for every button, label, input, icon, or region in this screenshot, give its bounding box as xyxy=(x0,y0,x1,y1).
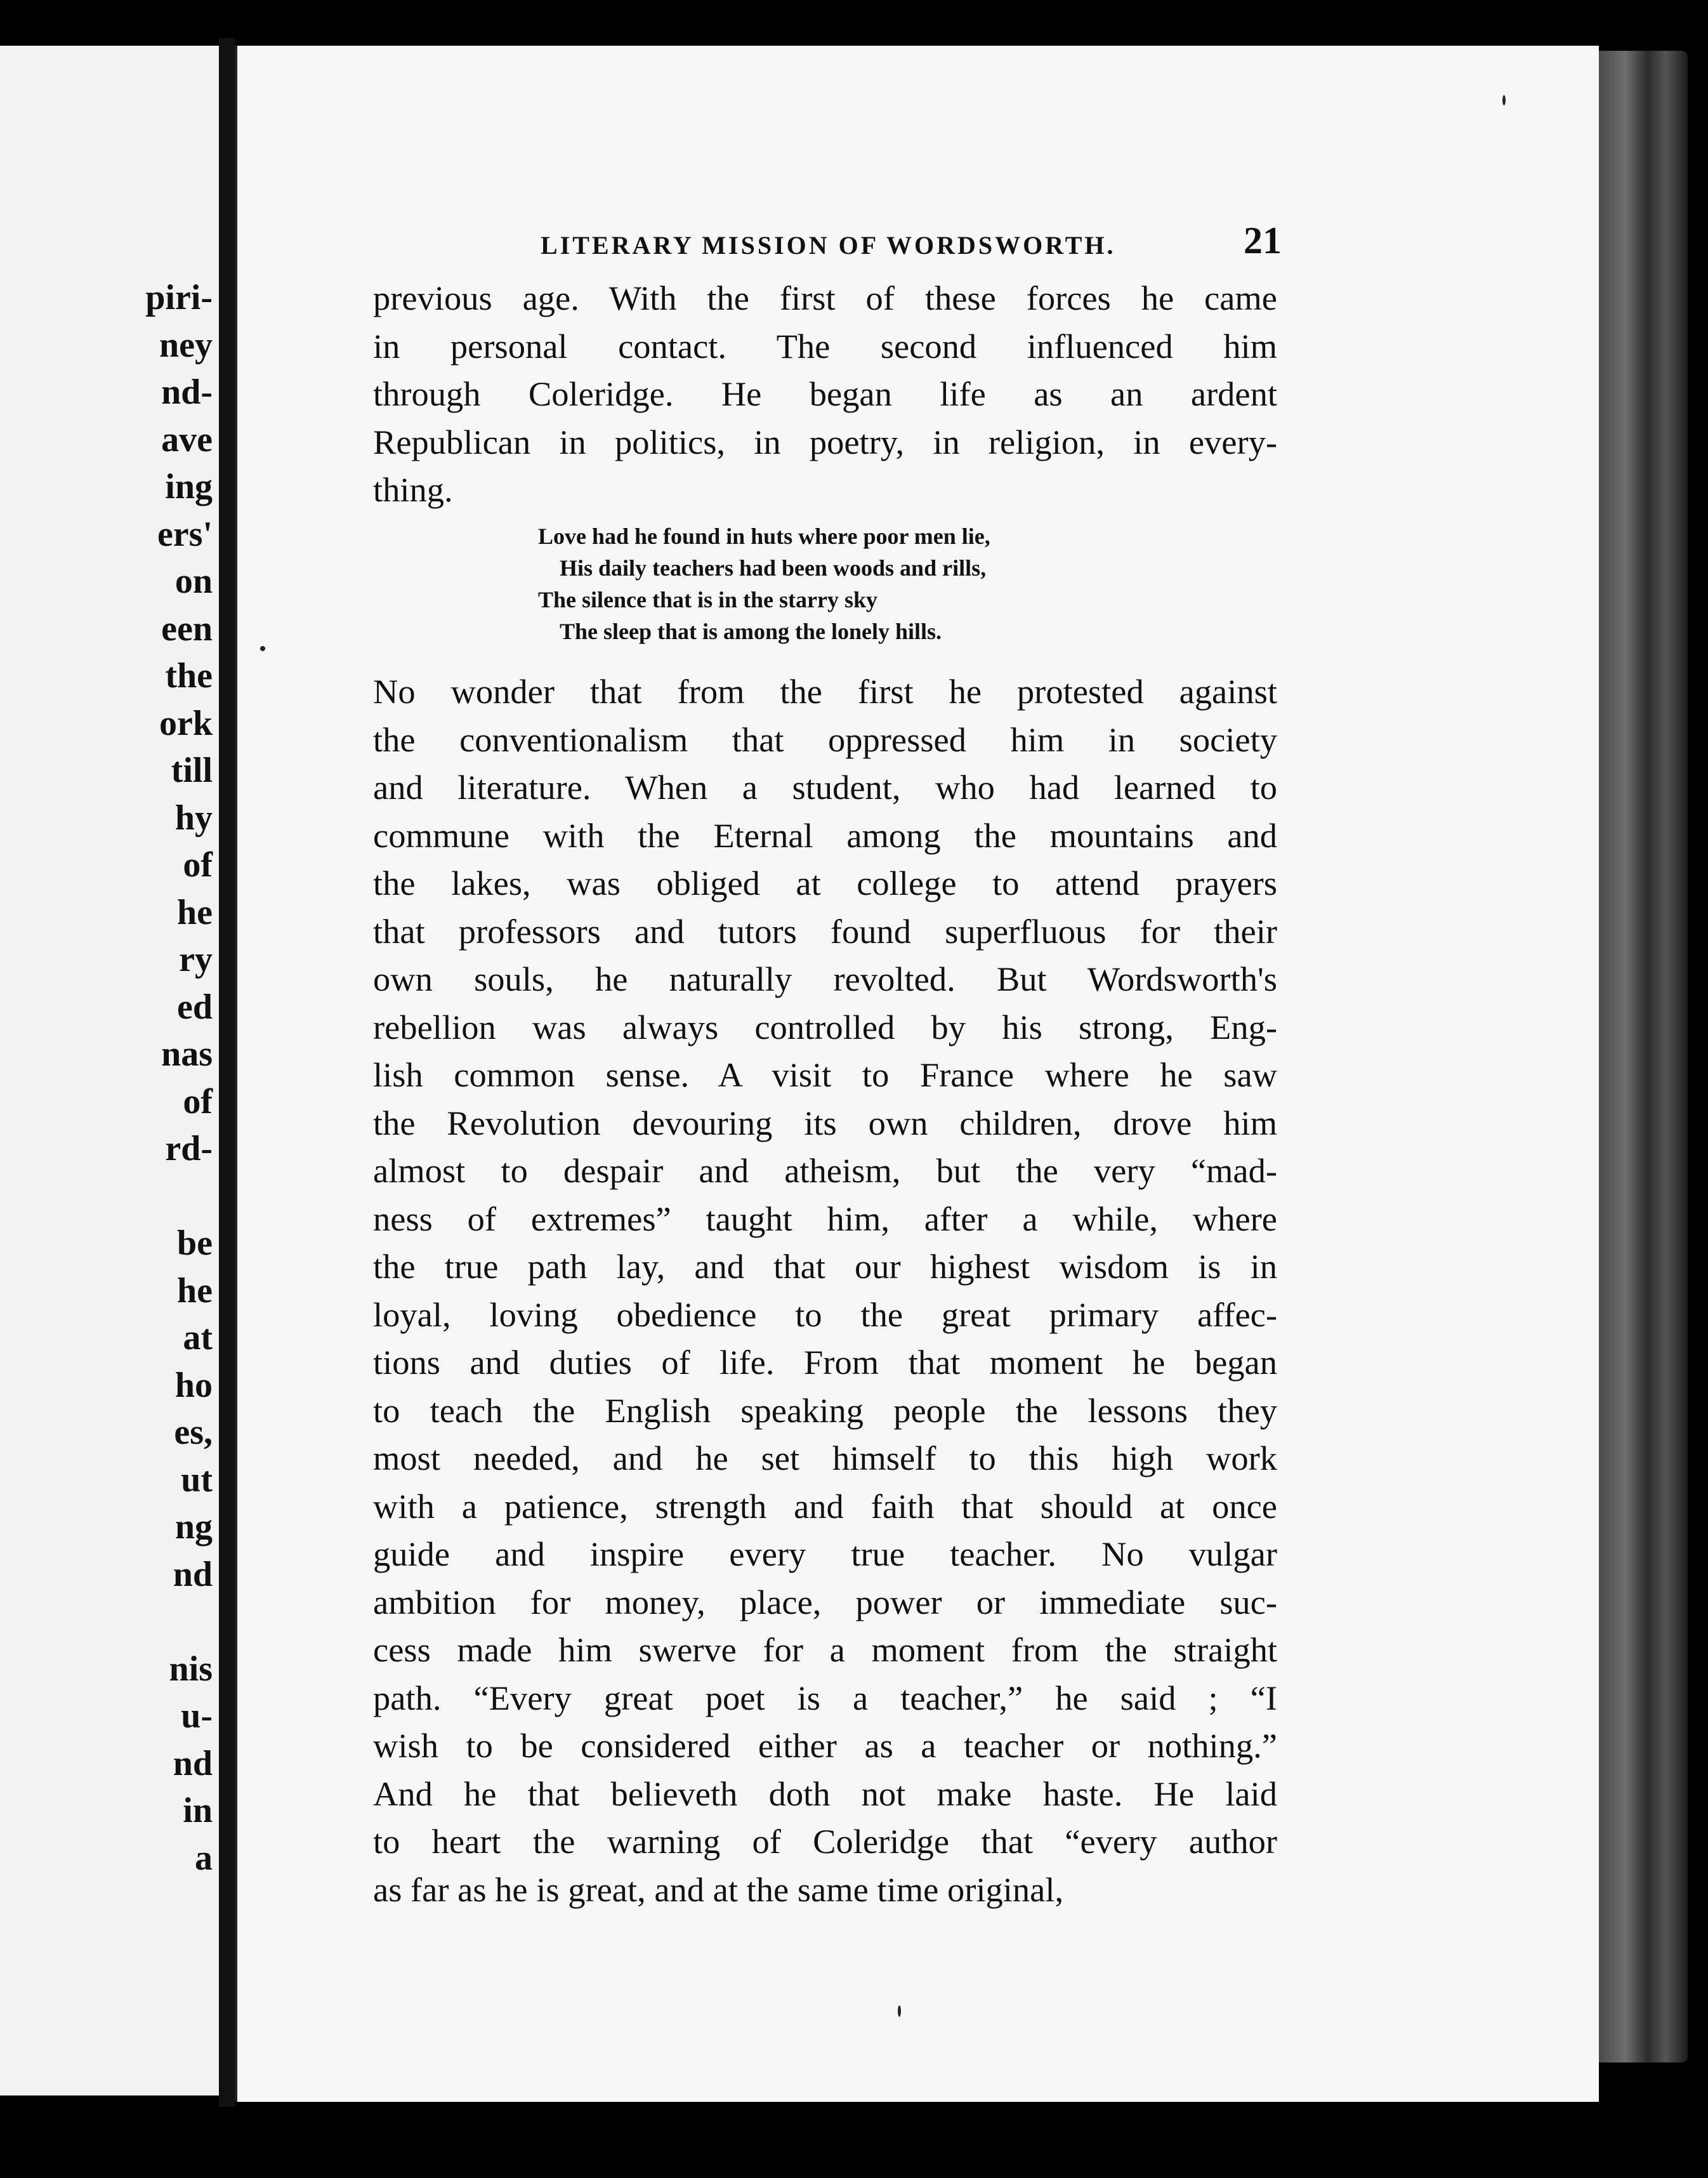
left-page-fragment: till xyxy=(171,751,213,790)
left-page-fragment: ave xyxy=(161,419,213,459)
text-line: ambition for money, place, power or immediate suc- xyxy=(373,1582,1277,1621)
left-page-fragment: the xyxy=(165,656,213,696)
text-line: No wonder that from the first he protested against xyxy=(373,672,1277,711)
text-line: almost to despair and atheism, but the very “mad- xyxy=(373,1151,1277,1190)
text-line: to teach the English speaking people the lessons they xyxy=(373,1390,1277,1430)
left-page-fragment: ers' xyxy=(157,514,213,554)
running-head: LITERARY MISSION OF WORDSWORTH. xyxy=(541,231,1116,260)
verse-quotation xyxy=(538,520,1173,647)
left-page-fragment: of xyxy=(183,1081,213,1121)
text-line: Republican in politics, in poetry, in religion, in every- xyxy=(373,422,1277,461)
left-page-fragment: ry xyxy=(179,940,213,979)
left-page-fragment: nd xyxy=(173,1554,213,1594)
text-line: that professors and tutors found superfluous for their xyxy=(373,911,1277,951)
verse-line: Love had he found in huts where poor men lie, xyxy=(538,524,990,549)
text-line: loyal, loving obedience to the great primary affec- xyxy=(373,1295,1277,1334)
text-line: rebellion was always controlled by his strong, Eng- xyxy=(373,1007,1277,1046)
text-line: in personal contact. The second influenced him xyxy=(373,326,1277,366)
left-page-fragment: ut xyxy=(181,1460,213,1500)
left-page-fragment: nd- xyxy=(161,373,213,412)
text-line: wish to be considered either as a teacher or nothing.” xyxy=(373,1726,1277,1765)
verse-line: His daily teachers had been woods and rills, xyxy=(560,555,987,581)
left-page-fragment: on xyxy=(174,562,213,601)
left-page-fragment: nd xyxy=(173,1743,213,1783)
left-page-fragment: be xyxy=(177,1224,213,1263)
ink-speck xyxy=(898,2005,901,2017)
text-line: tions and duties of life. From that moment he began xyxy=(373,1343,1277,1382)
text-line: previous age. With the first of these forces he came xyxy=(373,279,1277,317)
text-line: through Coleridge. He began life as an ardent xyxy=(373,374,1277,413)
text-line: the Revolution devouring its own children, drove him xyxy=(373,1103,1277,1142)
text-line: path. “Every great poet is a teacher,” he said ; “I xyxy=(373,1678,1277,1717)
page-header xyxy=(508,219,1282,270)
text-line: thing. xyxy=(373,470,453,509)
left-page-fragment: ed xyxy=(177,987,213,1027)
text-line: and literature. When a student, who had learned to xyxy=(373,768,1277,807)
text-line: cess made him swerve for a moment from the straight xyxy=(373,1630,1277,1669)
ink-speck xyxy=(1502,95,1506,105)
left-page-fragment xyxy=(0,1598,219,1646)
left-page-fragment xyxy=(0,1173,219,1220)
text-line: And he that believeth doth not make haste. He laid xyxy=(373,1774,1277,1813)
text-line: guide and inspire every true teacher. No vulgar xyxy=(373,1534,1277,1573)
text-line: as far as he is great, and at the same time original, xyxy=(373,1870,1064,1909)
left-page-fragment: es, xyxy=(174,1413,213,1452)
left-page-fragment: ho xyxy=(174,1365,213,1405)
text-line: ness of extremes” taught him, after a while, where xyxy=(373,1199,1277,1238)
left-page-text-fragments xyxy=(0,274,219,1882)
paragraph-1 xyxy=(373,274,1277,514)
text-line: the conventionalism that oppressed him in society xyxy=(373,720,1277,759)
left-page-fragment: nas xyxy=(161,1034,213,1074)
left-page-fragment: ing xyxy=(165,467,213,506)
left-page-fragment: he xyxy=(177,892,213,932)
ink-speck xyxy=(260,646,265,651)
text-line: own souls, he naturally revolted. But Wordsworth's xyxy=(373,960,1277,998)
text-line: commune with the Eternal among the mountains and xyxy=(373,815,1277,855)
text-line: with a patience, strength and faith that should at once xyxy=(373,1486,1277,1526)
left-page-fragment: a xyxy=(195,1838,213,1878)
left-page-fragment: ng xyxy=(174,1507,213,1547)
left-page-fragment: he xyxy=(177,1270,213,1310)
verse-line: The silence that is in the starry sky xyxy=(538,587,877,612)
left-page-fragment: u- xyxy=(181,1696,213,1736)
left-page-fragment: at xyxy=(183,1318,213,1357)
page-number: 21 xyxy=(1244,220,1282,261)
left-page-fragment: of xyxy=(183,845,213,885)
page-edge xyxy=(1599,51,1688,2062)
text-line: the true path lay, and that our highest wisdom is in xyxy=(373,1247,1277,1286)
left-page-fragment: ork xyxy=(159,703,213,743)
left-page-fragment: piri- xyxy=(145,278,213,317)
text-line: lish common sense. A visit to France where he saw xyxy=(373,1055,1277,1094)
left-facing-page xyxy=(0,46,223,2096)
verse-line: The sleep that is among the lonely hills. xyxy=(560,619,942,644)
left-page-fragment: ney xyxy=(159,325,213,365)
left-page-fragment: nis xyxy=(169,1649,213,1689)
paragraph-2 xyxy=(373,668,1277,1913)
book-gutter xyxy=(219,38,235,2107)
text-line: to heart the warning of Coleridge that “every author xyxy=(373,1822,1277,1861)
left-page-fragment: een xyxy=(161,609,213,649)
text-line: most needed, and he set himself to this high work xyxy=(373,1439,1277,1477)
text-line: the lakes, was obliged at college to attend prayers xyxy=(373,864,1277,902)
left-page-fragment: hy xyxy=(174,798,213,838)
left-page-fragment: rd- xyxy=(165,1129,213,1168)
left-page-fragment: in xyxy=(183,1791,213,1830)
